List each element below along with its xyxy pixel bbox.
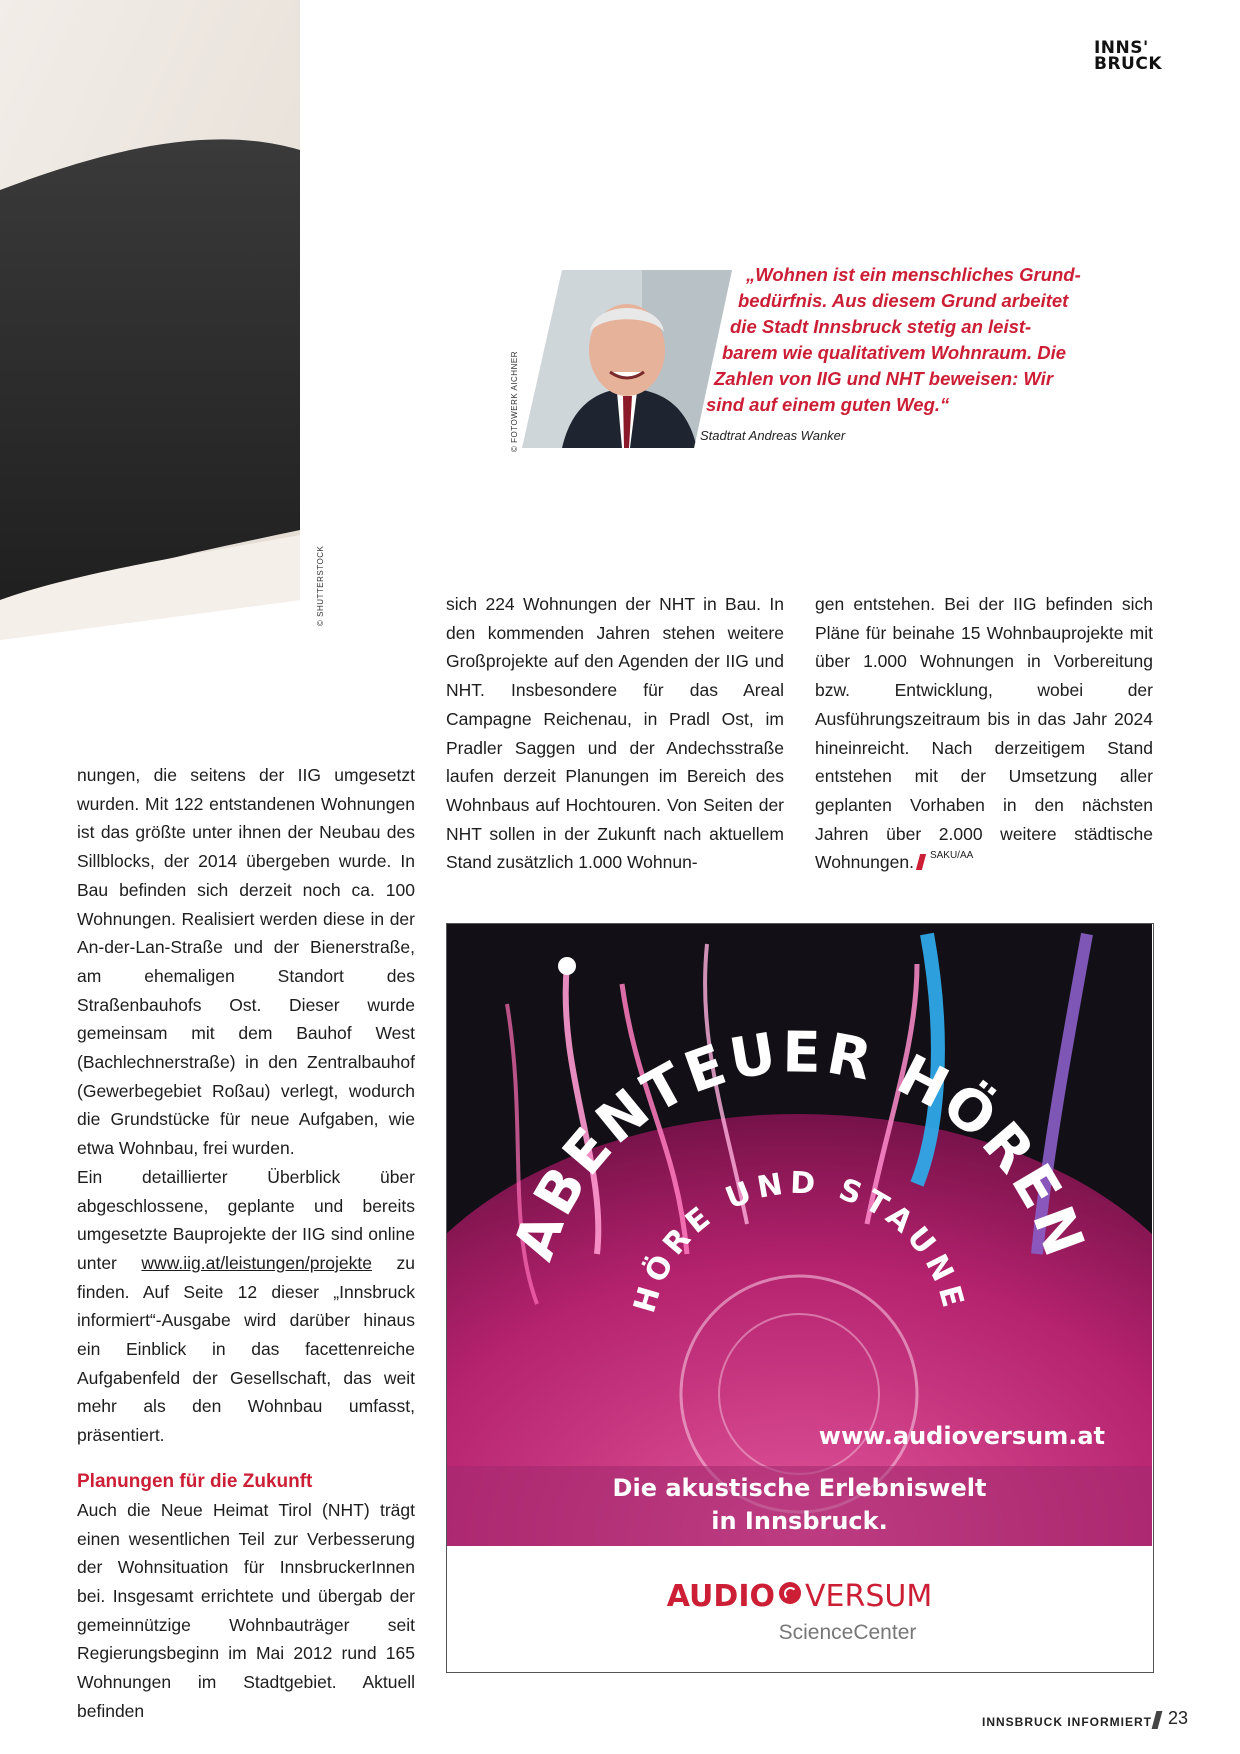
quote-line: die Stadt Innsbruck stetig an leist- — [730, 316, 1032, 337]
audioversum-logo — [447, 1579, 1152, 1614]
quote-line: „Wohnen ist ein menschliches Grund- — [746, 264, 1081, 285]
footer-publication: INNSBRUCK INFORMIERT — [982, 1715, 1152, 1729]
ad-slogan — [447, 1472, 1152, 1538]
article-column-2 — [446, 590, 784, 877]
ad-arc-title-path: ABENTEUER HÖREN — [501, 1020, 1098, 1269]
paragraph-text: zu finden. Auf Seite 12 dieser „Innsbruck informiert“-Ausgabe wird darüber hinaus ein Einblick in das facettenreiche Aufgabenfeld der Gesellschaft, das weit mehr als den Wohnbau umfasst, präsentiert. — [77, 1252, 415, 1446]
quote-line: bedürfnis. Aus diesem Grund arbeitet — [738, 290, 1069, 311]
pull-quote — [690, 262, 1090, 418]
logo-line-2: BRUCK — [1093, 54, 1162, 74]
portrait-credit: © FOTOWERK AICHNER — [510, 351, 519, 452]
paragraph: nungen, die seitens der IIG umgesetzt wurden. Mit 122 entstandenen Wohnungen ist das größte unter ihnen der Neubau des Sillblocks, der 2014 übergeben wurde. In Bau befinden sich derzeit noch ca. 100 Wohnungen. Realisiert werden diese in der An-der-Lan-Straße und der Bienerstraße, am ehemaligen Standort des Straßenbauhofs Ost. Dieser wurde gemeinsam mit dem Bauhof West (Bachlechnerstraße) in den Zentralbauhof (Gewerbegebiet Roßau) verlegt, wodurch die Grundstücke für neue Aufgaben, wie etwa Wohnbau, frei wurden. — [77, 765, 415, 1159]
paragraph-text: gen entstehen. Bei der IIG befinden sich Pläne für beinahe 15 Wohnbauprojekte mit über 1.000 Wohnungen in Vorbereitung bzw. Entwicklung, wobei der Ausführungszeitraum bis in das Jahr 2024 hineinreicht. Nach derzeitigem Stand entstehen mit der Umsetzung aller geplanten Vorhaben in den nächsten Jahren über 2.000 weitere städtische Wohnungen. — [815, 594, 1153, 873]
ad-slogan-line: Die akustische Erlebniswelt — [612, 1474, 987, 1502]
projects-link[interactable]: www.iig.at/leistungen/projekte — [141, 1252, 372, 1273]
ad-slogan-line: in Innsbruck. — [711, 1507, 888, 1535]
article-column-1 — [77, 761, 415, 1726]
quote-line: barem wie qualitativem Wohnraum. Die — [722, 342, 1067, 363]
brand-subtitle: ScienceCenter — [778, 1621, 917, 1644]
section-heading: Planungen für die Zukunft — [77, 1470, 313, 1492]
quote-line: Zahlen von IIG und NHT beweisen: Wir — [714, 368, 1054, 389]
ad-url[interactable]: www.audioversum.at — [818, 1422, 1105, 1450]
paragraph: Auch die Neue Heimat Tirol (NHT) trägt einen wesentlichen Teil zur Verbesserung der Wohnsituation für InnsbruckerInnen bei. Insgesamt errichtete und übergab der gemeinnützige Wohnbauträger seit Regierungsbeginn im Mai 2012 rund 165 Wohnungen im Stadtgebiet. Aktuell befinden — [77, 1499, 415, 1721]
photo-credit: © SHUTTERSTOCK — [316, 545, 325, 626]
magazine-logo — [1094, 40, 1162, 72]
quote-author: Stadtrat Andreas Wanker — [700, 428, 846, 443]
audioversum-advertisement[interactable] — [446, 923, 1154, 1673]
paragraph: sich 224 Wohnungen der NHT in Bau. In den kommenden Jahren stehen weitere Großprojekte auf den Agenden der IIG und NHT. Insbesondere für das Areal Campagne Reichenau, in Pradl Ost, im Pradler Saggen und der Andechsstraße laufen derzeit Planungen im Bereich des Wohnbaus auf Hochtouren. Von Seiten der NHT sollen in der Zukunft nach aktuellem Stand zusätzlich 1.000 Wohnun- — [446, 594, 784, 873]
header-photo — [0, 0, 330, 640]
article-column-3 — [815, 590, 1153, 877]
footer-divider — [1152, 1711, 1163, 1729]
quote-line: sind auf einem guten Weg.“ — [706, 394, 950, 415]
page-number: 23 — [1167, 1708, 1188, 1728]
brand-name-b: VERSUM — [805, 1579, 933, 1614]
paragraph — [77, 1163, 415, 1450]
ad-artwork — [447, 924, 1152, 1546]
brand-name-a: AUDIO — [666, 1579, 775, 1614]
author-signature: SAKU/AA — [929, 850, 974, 862]
end-mark-icon — [916, 854, 926, 870]
logo-line-1: INNS' — [1093, 38, 1149, 58]
paragraph-text: Ein detaillierter Überblick über abgeschlossene, geplante und bereits umgesetzte Bauprojekte der IIG sind online unter — [77, 1166, 415, 1273]
paragraph — [815, 590, 1153, 877]
ear-icon — [779, 1582, 801, 1604]
ad-arc-subtitle-path: HÖRE UND STAUNE — [627, 1165, 972, 1317]
